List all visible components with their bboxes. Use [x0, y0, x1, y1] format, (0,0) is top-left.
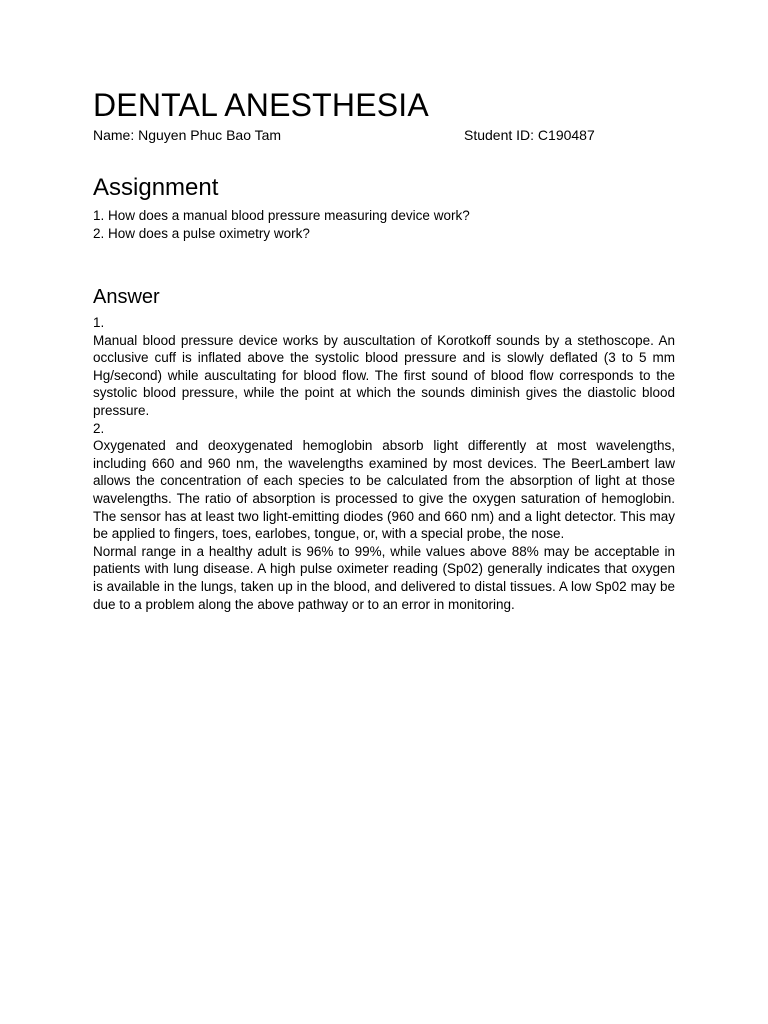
- document-page: [93, 86, 675, 613]
- student-id: Student ID: C190487: [464, 127, 595, 143]
- answer-paragraph-normal-range: Normal range in a healthy adult is 96% to 99%, while values above 88% may be acceptable in patients with lung disease. A high pulse oximeter reading (Sp02) generally indicates that oxygen is available in the lungs, taken up in the blood, and delivered to distal tissues. A low Sp02 may be due to a problem along the above pathway or to an error in monitoring.: [93, 543, 675, 612]
- answer-heading: Answer: [93, 286, 160, 308]
- answer-paragraph-blood-pressure: Manual blood pressure device works by auscultation of Korotkoff sounds by a stethoscope. An occlusive cuff is inflated above the systolic blood pressure and is slowly deflated (3 to 5 mm Hg/second) while auscultating for blood flow. The first sound of blood flow corresponds to the systolic blood pressure, while the point at which the sounds diminish gives the diastolic blood pressure.: [93, 332, 675, 418]
- answer-number-1: 1.: [93, 315, 105, 330]
- assignment-heading: Assignment: [93, 174, 219, 201]
- answer-paragraph-oximetry: Oxygenated and deoxygenated hemoglobin absorb light differently at most wavelengths, including 660 and 960 nm, the wavelengths examined by most devices. The BeerLambert law allows the concentration of each species to be calculated from the absorption of light at those wavelengths. The ratio of absorption is processed to give the oxygen saturation of hemoglobin. The sensor has at least two light-emitting diodes (960 and 660 nm) and a light detector. This may be applied to fingers, toes, earlobes, tongue, or, with a special probe, the nose.: [93, 438, 675, 542]
- answer-body: [93, 314, 675, 613]
- assignment-question-1: 1. How does a manual blood pressure measuring device work?: [93, 208, 470, 223]
- document-title: DENTAL ANESTHESIA: [93, 87, 429, 123]
- student-info-row: [93, 126, 675, 144]
- assignment-question-list: [93, 207, 675, 242]
- answer-number-2: 2.: [93, 420, 105, 436]
- student-name: Name: Nguyen Phuc Bao Tam: [93, 127, 282, 143]
- assignment-question-2: 2. How does a pulse oximetry work?: [93, 225, 310, 241]
